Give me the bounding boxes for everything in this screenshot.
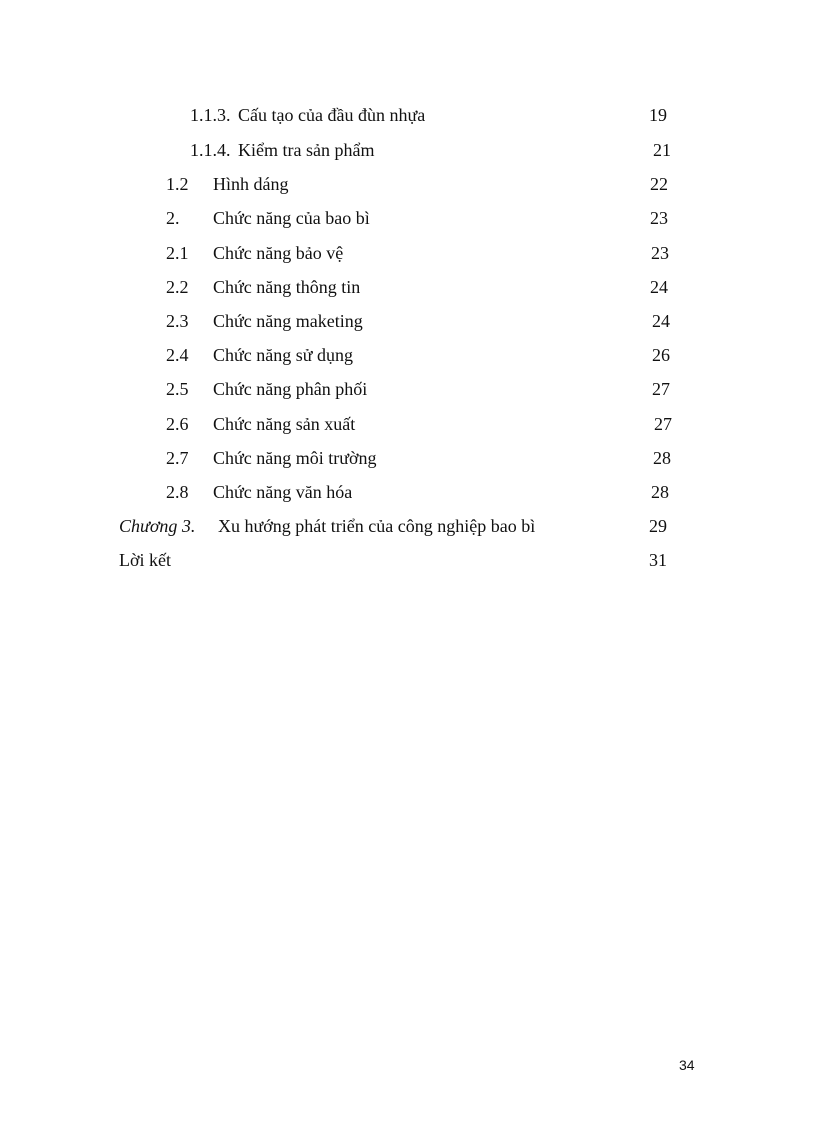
toc-entry-title: Chức năng văn hóa bbox=[213, 482, 353, 502]
toc-entry-title: Kiểm tra sản phẩm bbox=[238, 140, 375, 160]
toc-entry-title: Chức năng sản xuất bbox=[213, 414, 356, 434]
toc-entry-title: Hình dáng bbox=[213, 174, 289, 194]
toc-entry-number: 2.4 bbox=[166, 345, 189, 365]
toc-entry-page: 29 bbox=[649, 516, 667, 536]
toc-entry-number: 2.6 bbox=[166, 414, 189, 434]
toc-entry-page: 27 bbox=[654, 414, 672, 434]
toc-entry-number: 2.7 bbox=[166, 448, 189, 468]
toc-entry-page: 19 bbox=[649, 105, 667, 125]
toc-entry-page: 23 bbox=[651, 243, 669, 263]
toc-entry-title: Chức năng môi trường bbox=[213, 448, 377, 468]
toc-entry-number: 1.1.3. bbox=[190, 105, 231, 125]
toc-entry-number: 1.2 bbox=[166, 174, 189, 194]
toc-entry-page: 22 bbox=[650, 174, 668, 194]
toc-entry-page: 24 bbox=[652, 311, 670, 331]
toc-entry-page: 27 bbox=[652, 379, 670, 399]
toc-entry-page: 31 bbox=[649, 550, 667, 570]
toc-entry-page: 26 bbox=[652, 345, 670, 365]
toc-entry-title: Chức năng phân phối bbox=[213, 379, 368, 399]
toc-entry-page: 24 bbox=[650, 277, 668, 297]
toc-entry-title: Lời kết bbox=[119, 550, 172, 570]
toc-entry-number: 1.1.4. bbox=[190, 140, 231, 160]
toc-entry-page: 21 bbox=[653, 140, 671, 160]
toc-entry-number: 2.3 bbox=[166, 311, 189, 331]
toc-entry-number: 2.1 bbox=[166, 243, 189, 263]
toc-entry-number: 2. bbox=[166, 208, 180, 228]
toc-entry-page: 28 bbox=[651, 482, 669, 502]
toc-entry-title: Chức năng của bao bì bbox=[213, 208, 370, 228]
toc-entry-number: 2.8 bbox=[166, 482, 189, 502]
toc-entry-title: Chức năng sử dụng bbox=[213, 345, 354, 365]
toc-chapter-label: Chương 3. bbox=[119, 516, 196, 536]
page-number: 34 bbox=[679, 1057, 695, 1073]
toc-entry-title: Cấu tạo của đầu đùn nhựa bbox=[238, 105, 426, 125]
toc-entry-page: 23 bbox=[650, 208, 668, 228]
toc-entry-title: Xu hướng phát triển của công nghiệp bao bì bbox=[218, 516, 536, 536]
toc-entry-title: Chức năng maketing bbox=[213, 311, 363, 331]
toc-entry-number: 2.2 bbox=[166, 277, 189, 297]
toc-entry-title: Chức năng bảo vệ bbox=[213, 243, 344, 263]
toc-entry-page: 28 bbox=[653, 448, 671, 468]
toc-entry-title: Chức năng thông tin bbox=[213, 277, 361, 297]
toc-entry-number: 2.5 bbox=[166, 379, 189, 399]
